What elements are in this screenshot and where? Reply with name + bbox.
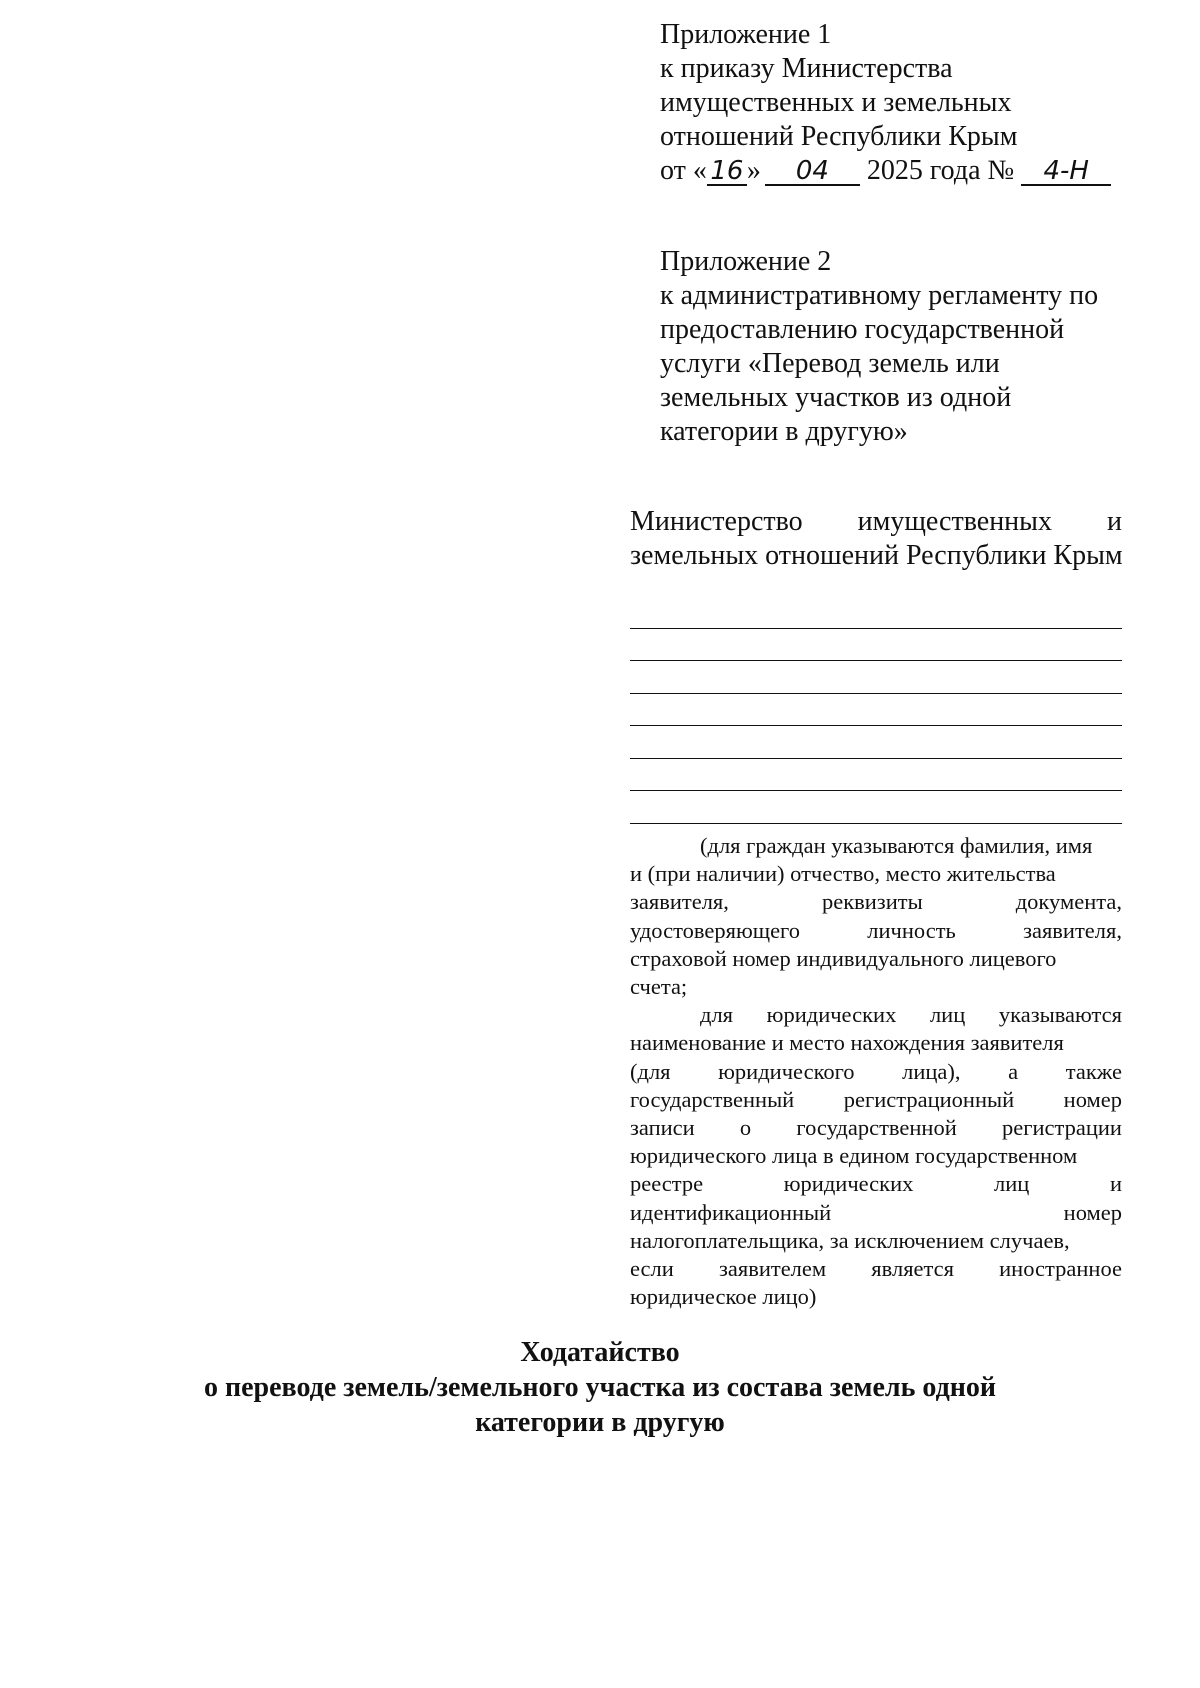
instruction-line: (для граждан указываются фамилия, имя [700, 833, 1093, 858]
blank-line[interactable] [630, 629, 1122, 662]
appendix-1-header [660, 18, 1111, 188]
blank-line[interactable] [630, 791, 1122, 824]
handwritten-day: 16 [707, 158, 747, 186]
addressee-line-1 [630, 505, 1122, 539]
instruction-line: юридическое лицо) [630, 1284, 817, 1310]
appendix-2-line-2: предоставлению государственной [660, 314, 1065, 345]
blank-line[interactable] [630, 661, 1122, 694]
applicant-instructions [630, 832, 1122, 1311]
handwritten-month: 04 [765, 158, 860, 186]
addressee-line-2: земельных отношений Республики Крым [630, 540, 1123, 571]
instruction-line: записи о государственной регистрации [630, 1115, 1122, 1141]
petition-title [0, 1335, 1200, 1440]
instruction-line: государственный регистрационный номер [630, 1086, 1122, 1112]
blank-line[interactable] [630, 596, 1122, 629]
addressee-word-3: и [1107, 506, 1122, 537]
instruction-line: счета; [630, 974, 688, 1000]
appendix-1-line-1: к приказу Министерства [660, 53, 953, 84]
appendix-2-line-3: услуги «Перевод земель или [660, 348, 1000, 379]
instruction-line: (для юридического лица), а также [630, 1058, 1122, 1084]
appendix-2-title: Приложение 2 [660, 246, 832, 277]
appendix-2-line-4: земельных участков из одной [660, 382, 1012, 413]
appendix-2-header [660, 245, 1098, 449]
instruction-line: налогоплательщика, за исключением случаев, [630, 1227, 1070, 1253]
petition-title-line-1: Ходатайство [520, 1337, 680, 1368]
instruction-line: наименование и место нахождения заявителя [630, 1030, 1064, 1056]
addressee [630, 505, 1122, 573]
instruction-line: страховой номер индивидуального лицевого [630, 945, 1057, 971]
instruction-line: юридического лица в едином государственном [630, 1143, 1078, 1169]
instruction-line: и (при наличии) отчество, место жительства [630, 861, 1056, 887]
petition-title-line-3: категории в другую [475, 1407, 725, 1438]
addressee-word-2: имущественных [857, 506, 1052, 537]
instruction-line: заявителя, реквизиты документа, [630, 889, 1122, 915]
handwritten-order-number: 4-Н [1021, 158, 1111, 186]
order-date-line [660, 154, 1111, 188]
blank-line[interactable] [630, 694, 1122, 727]
appendix-1-line-2: имущественных и земельных [660, 87, 1012, 118]
appendix-2-line-5: категории в другую» [660, 416, 908, 447]
appendix-1-line-3: отношений Республики Крым [660, 121, 1018, 152]
addressee-word-1: Министерство [630, 506, 803, 537]
instruction-line: идентификационный номер [630, 1199, 1122, 1225]
instruction-line: реестре юридических лиц и [630, 1171, 1122, 1197]
date-year: 2025 года № [866, 155, 1015, 186]
instruction-line: для юридических лиц указываются [700, 1002, 1122, 1028]
instruction-line: если заявителем является иностранное [630, 1256, 1122, 1282]
appendix-2-line-1: к административному регламенту по [660, 280, 1099, 311]
blank-line[interactable] [630, 759, 1122, 792]
blank-line[interactable] [630, 726, 1122, 759]
petition-title-line-2: о переводе земель/земельного участка из состава земель одной [203, 1372, 997, 1403]
appendix-1-title: Приложение 1 [660, 19, 832, 50]
applicant-blank-lines [630, 596, 1122, 824]
date-mid: » [746, 155, 761, 186]
instruction-line: удостоверяющего личность заявителя, [630, 917, 1122, 943]
date-prefix: от « [660, 155, 707, 186]
